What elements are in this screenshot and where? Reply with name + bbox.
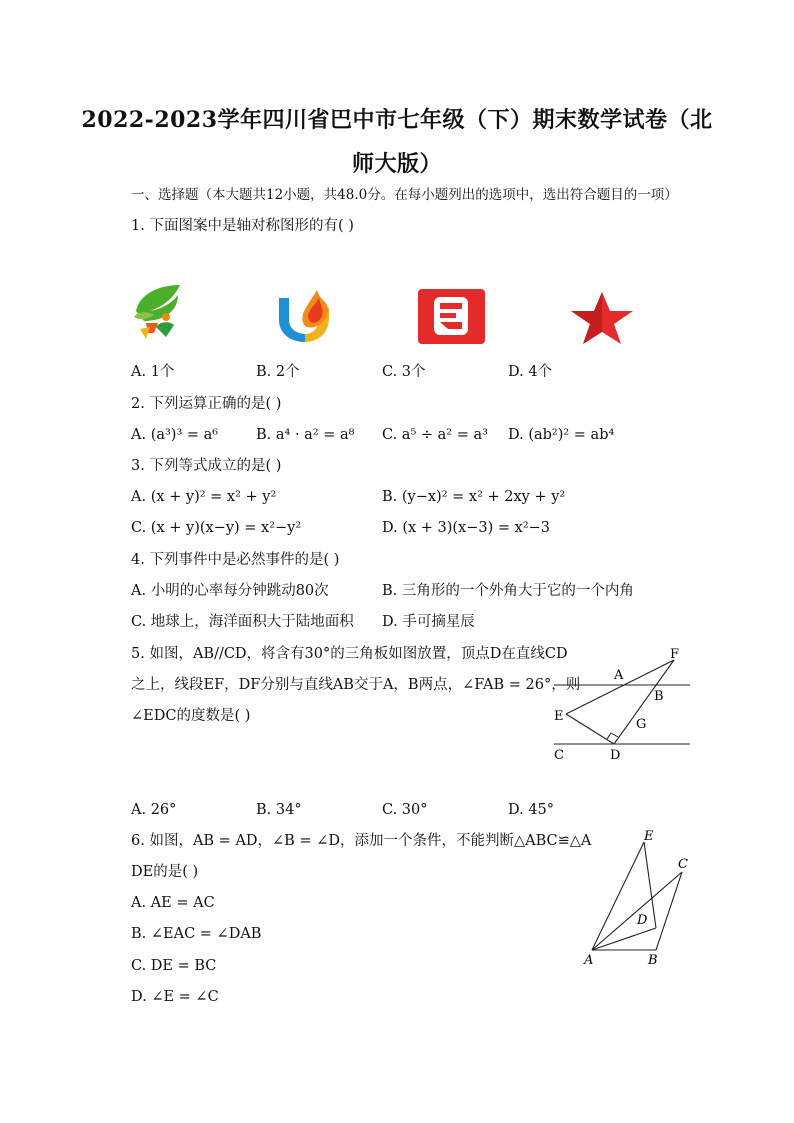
question-2-option-c: C. a⁵ ÷ a² = a³ — [382, 427, 488, 443]
figure-label-d: D — [637, 913, 648, 928]
question-6-option-d: D. ∠E = ∠C — [131, 989, 219, 1005]
section-heading: 一、选择题（本大题共12小题，共48.0分。在每小题列出的选项中，选出符合题目的一项） — [131, 187, 678, 203]
question-3-stem: 3. 下列等式成立的是( ) — [131, 458, 282, 474]
question-3-option-d: D. (x + 3)(x−3) = x²−3 — [382, 520, 551, 536]
question-3-option-c: C. (x + y)(x−y) = x²−y² — [131, 520, 302, 536]
red-star-icon — [567, 290, 637, 346]
figure-label-e: E — [644, 829, 654, 844]
question-6-option-a: A. AE = AC — [131, 895, 215, 911]
question-1-option-b: B. 2个 — [256, 364, 300, 380]
figure-label-b: B — [654, 689, 664, 704]
question-5-figure — [548, 642, 694, 764]
question-6-stem-line-1: 6. 如图，AB = AD，∠B = ∠D，添加一个条件，不能判断△ABC≌△A — [131, 833, 592, 849]
red-square-logo-icon — [418, 289, 485, 344]
question-2-option-a: A. (a³)³ = a⁶ — [131, 427, 219, 443]
leaf-figure-logo-icon — [128, 281, 188, 343]
question-1-option-c: C. 3个 — [382, 364, 426, 380]
figure-label-d: D — [610, 748, 621, 763]
figure-label-c: C — [554, 748, 564, 763]
figure-label-f: F — [670, 647, 680, 662]
question-5-option-a: A. 26° — [131, 802, 177, 818]
question-4-option-b: B. 三角形的一个外角大于它的一个内角 — [382, 583, 634, 599]
question-5-stem-line-2: 之上，线段EF，DF分别与直线AB交于A，B两点，∠FAB = 26°，则 — [131, 677, 581, 693]
question-2-stem: 2. 下列运算正确的是( ) — [131, 396, 282, 412]
question-6-option-c: C. DE = BC — [131, 958, 217, 974]
question-3-option-a: A. (x + y)² = x² + y² — [131, 489, 277, 505]
figure-label-a: A — [584, 953, 594, 968]
question-6-option-b: B. ∠EAC = ∠DAB — [131, 926, 262, 942]
question-3-option-b: B. (y−x)² = x² + 2xy + y² — [382, 489, 566, 505]
page-title: 2022-2023学年四川省巴中市七年级（下）期末数学试卷（北师大版） — [81, 107, 713, 177]
u-flame-logo-icon — [275, 286, 333, 344]
figure-label-b: B — [648, 953, 658, 968]
figure-label-a: A — [614, 668, 624, 683]
question-4-option-a: A. 小明的心率每分钟跳动80次 — [131, 583, 329, 599]
question-2-option-b: B. a⁴ · a² = a⁸ — [256, 427, 355, 443]
question-1-option-a: A. 1个 — [131, 364, 175, 380]
question-6-stem-line-2: DE的是( ) — [131, 864, 199, 880]
question-5-option-d: D. 45° — [508, 802, 555, 818]
question-4-stem: 4. 下列事件中是必然事件的是( ) — [131, 552, 340, 568]
figure-label-g: G — [636, 717, 647, 732]
question-4-option-d: D. 手可摘星辰 — [382, 614, 475, 630]
question-1-stem: 1. 下面图案中是轴对称图形的有( ) — [131, 218, 354, 234]
question-5-stem-line-1: 5. 如图，AB//CD，将含有30°的三角板如图放置，顶点D在直线CD — [131, 646, 568, 662]
question-1-option-d: D. 4个 — [508, 364, 553, 380]
question-5-option-b: B. 34° — [256, 802, 302, 818]
question-6-figure — [578, 826, 694, 972]
question-2-option-d: D. (ab²)² = ab⁴ — [508, 427, 615, 443]
figure-label-c: C — [678, 857, 688, 872]
figure-label-e: E — [554, 709, 564, 724]
question-4-option-c: C. 地球上，海洋面积大于陆地面积 — [131, 614, 354, 630]
question-5-option-c: C. 30° — [382, 802, 428, 818]
question-5-stem-line-3: ∠EDC的度数是( ) — [131, 708, 251, 724]
